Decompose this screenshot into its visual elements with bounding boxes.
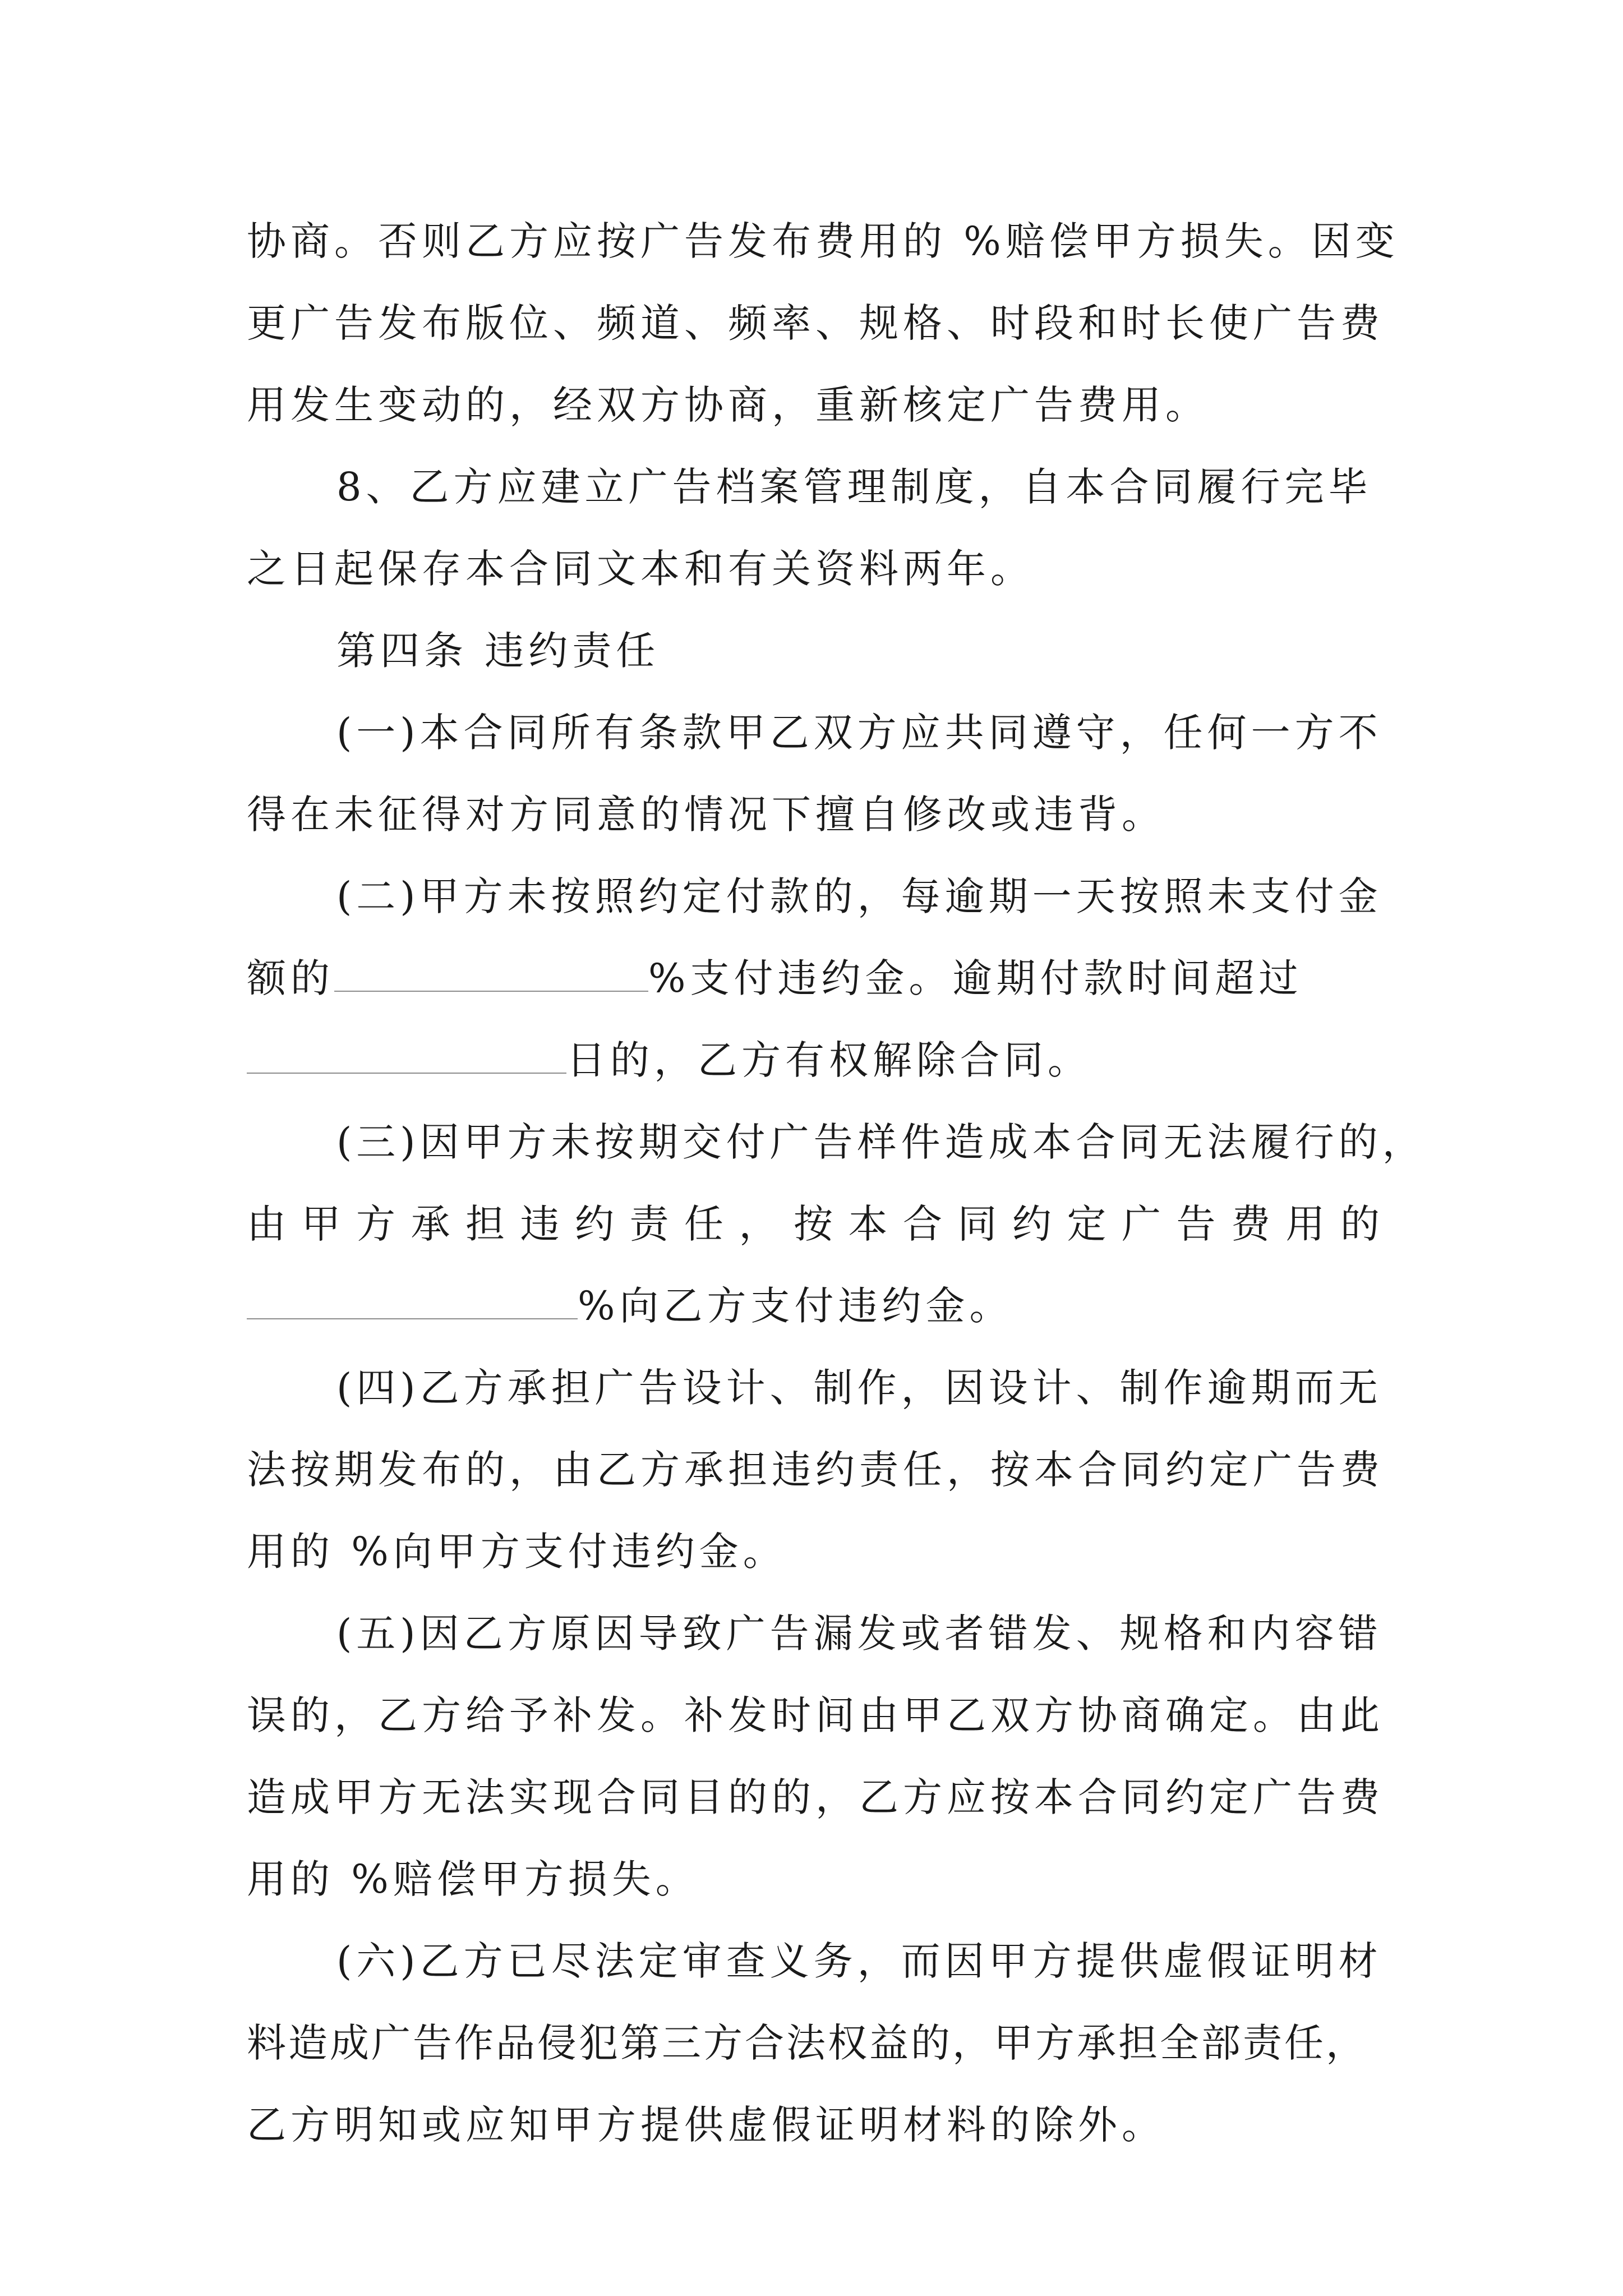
text-line: 由甲方承担违约责任，按本合同约定广告费用的 — [247, 1201, 1380, 1247]
text-line: 得在未征得对方同意的情况下擅自修改或违背。 — [247, 792, 1165, 838]
text-line — [247, 953, 1303, 1004]
text-line: 用的 %向甲方支付违约金。 — [247, 1529, 787, 1575]
text-line: (六)乙方已尽法定审查义务，而因甲方提供虚假证明材 — [336, 1938, 1382, 1984]
text-line: 法按期发布的，由乙方承担违约责任，按本合同约定广告费 — [247, 1447, 1384, 1493]
fill-in-blank — [247, 1040, 566, 1074]
text-line: 乙方明知或应知甲方提供虚假证明材料的除外。 — [247, 2102, 1165, 2148]
text-line: 用发生变动的，经双方协商，重新核定广告费用。 — [247, 382, 1209, 428]
section-heading: 第四条 违约责任 — [336, 628, 660, 674]
text-line: (三)因甲方未按期交付广告样件造成本合同无法履行的， — [336, 1119, 1426, 1165]
fill-in-blank — [334, 958, 648, 992]
text-line: (一)本合同所有条款甲乙双方应共同遵守，任何一方不 — [336, 710, 1382, 756]
text-line: 协商。否则乙方应按广告发布费用的 %赔偿甲方损失。因变 — [247, 218, 1399, 264]
text-line: (二)甲方未按照约定付款的，每逾期一天按照未支付金 — [336, 873, 1382, 919]
text-line: 造成甲方无法实现合同目的的，乙方应按本合同约定广告费 — [247, 1774, 1384, 1820]
text-line — [247, 1035, 1091, 1085]
text-line: 用的 %赔偿甲方损失。 — [247, 1856, 699, 1902]
text-line: 更广告发布版位、频道、频率、规格、时段和时长使广告费 — [247, 300, 1384, 346]
text-line: (四)乙方承担广告设计、制作，因设计、制作逾期而无 — [336, 1365, 1382, 1411]
text-fragment: 额的 — [247, 955, 334, 1001]
text-line: 8、乙方应建立广告档案管理制度，自本合同履行完毕 — [336, 464, 1372, 510]
text-fragment: 日的，乙方有权解除合同。 — [566, 1037, 1091, 1083]
text-line — [247, 1281, 1013, 1331]
fill-in-blank — [247, 1286, 578, 1319]
text-line: 误的，乙方给予补发。补发时间由甲乙双方协商确定。由此 — [247, 1692, 1384, 1738]
text-fragment: %支付违约金。逾期付款时间超过 — [648, 955, 1303, 1001]
text-fragment: %向乙方支付违约金。 — [578, 1283, 1013, 1329]
text-line: 料造成广告作品侵犯第三方合法权益的，甲方承担全部责任， — [247, 2020, 1367, 2066]
text-line: 之日起保存本合同文本和有关资料两年。 — [247, 546, 1034, 592]
text-line: (五)因乙方原因导致广告漏发或者错发、规格和内容错 — [336, 1611, 1382, 1657]
